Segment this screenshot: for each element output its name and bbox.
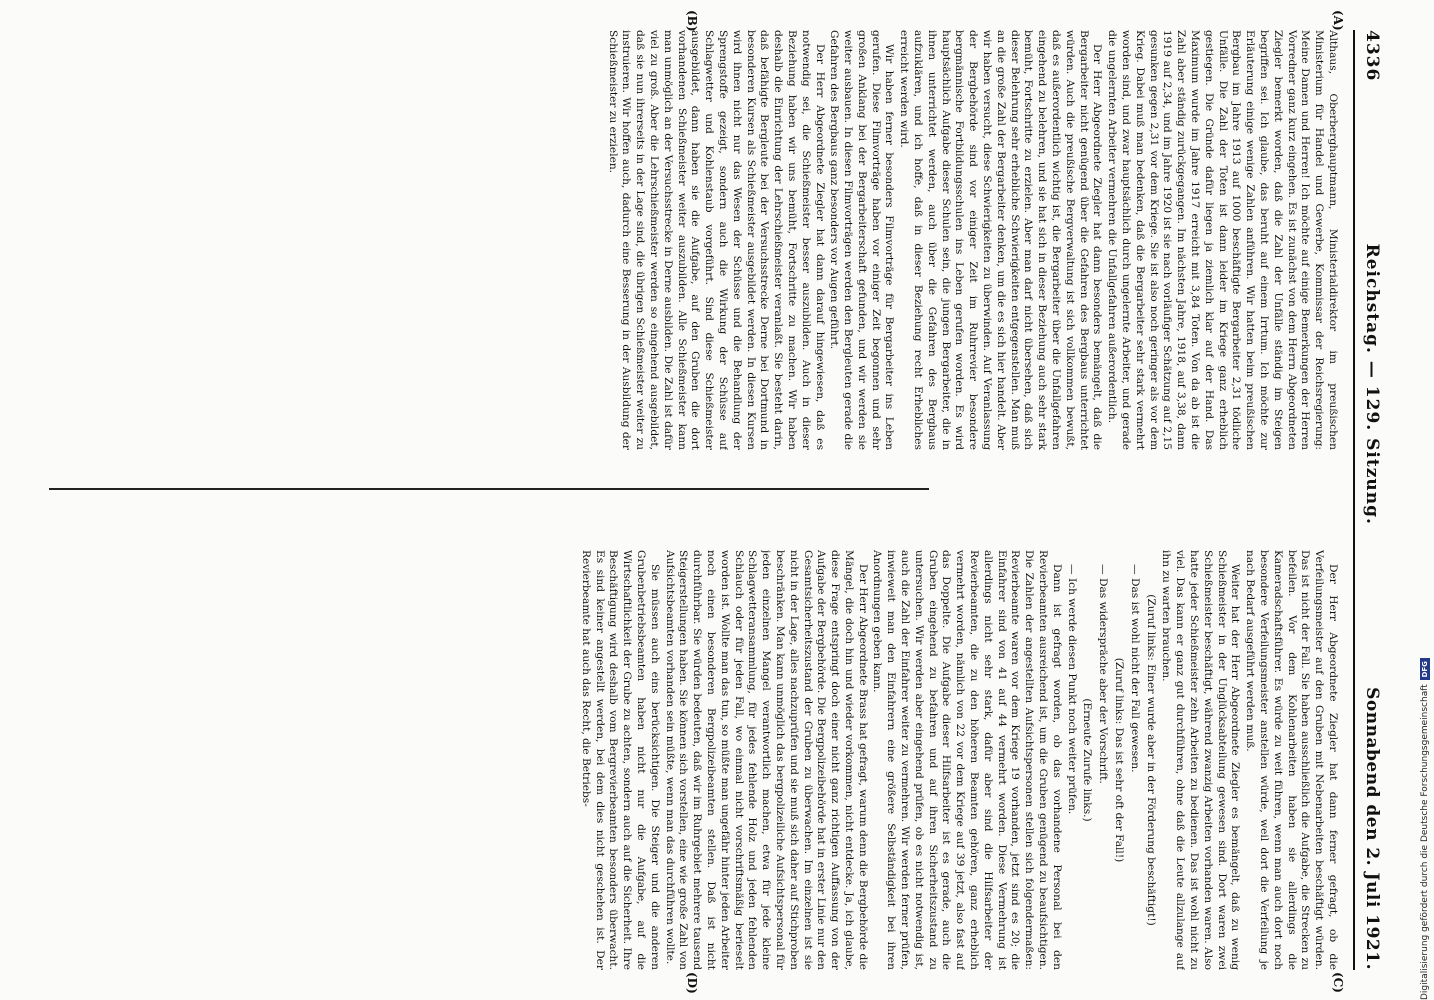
- left-column: [49, 30, 1339, 450]
- reply: — Das widerspräche aber der Vorschrift.: [1097, 564, 1110, 784]
- interjection: (Zuruf links: Das ist sehr oft der Fall!): [1113, 657, 1126, 863]
- session-title: Reichstag. — 129. Sitzung.: [1362, 243, 1382, 525]
- reply: — Ich werde diesen Punkt noch weiter prüfen.: [1065, 564, 1078, 815]
- margin-label-a: (A): [1331, 10, 1345, 31]
- interjection: (Zuruf links: Einer wurde aber in der Förderung beschäftigt!): [1144, 594, 1157, 926]
- margin-label-d: (D): [685, 972, 699, 994]
- column-divider: [49, 488, 929, 490]
- rotated-page-content: [29, 10, 1389, 994]
- session-date: Sonnabend den 2. Juli 1921.: [1362, 687, 1382, 970]
- paragraph: Der Herr Abgeordnete Ziegler hat dann ferner gefragt, ob die Verfeilungsmeister auf den Gruben mit Nebenarbeiten beschäftigt würden. Das ist nicht der Fall. Sie haben ausschließlich die Aufgabe, die Strecken zu befeilen. Vor dem Kohlenarbeiten haben sie allerdings die Kameradschaftsführer. Es würde zu weit führen, wenn man auch dort noch besondere Verfeilungsmeister anstellen würde, weil dort die Verfeilung je nach Bedarf ausgeführt werden muß.: [1244, 550, 1339, 970]
- reply: — Das ist wohl nicht der Fall gewesen.: [1128, 564, 1141, 773]
- footer-text: Digitalisierung gefördert durch die Deutsche Forschungsgemeinschaft: [1420, 684, 1430, 1000]
- page-number: 4336: [1362, 30, 1382, 82]
- page-header: [1353, 30, 1389, 970]
- paragraph: Dann ist gefragt worden, ob das vorhandene Personal bei den Revierbeamten ausreichend ist, um die Gruben genügend zu beaufsichtigen. Die Zahlen der angestellten Aufsichtspersonen stellen sich folgendermaßen: Revierbeamte waren vor dem Kriege 19 vorhanden, jetzt sind es 20; die Einfahrer sind von 41 auf 44 vermehrt worden. Diese Vermehrung ist allerdings nicht sehr stark, dafür aber sind die Hilfsarbeiter der Revierbeamten, die zu den höheren Beamten gehören, ganz erheblich vermehrt worden, nämlich von 22 vor dem Kriege auf 39 jetzt, also fast auf das Doppelte. Die Aufgabe dieser Hilfsarbeiter ist es gerade, auch die Gruben eingehend zu befahren und auf ihren Sicherheitszustand zu untersuchen. Wir werden aber eingehend prüfen, ob es nicht notwendig ist, auch die Zahl der Einfahrer weiter zu vermehren. Wir werden ferner prüfen, inwieweit man den Einfahrern eine größere Selbständigkeit bei ihren Anordnungen geben kann.: [871, 550, 1063, 970]
- margin-label-b: (B): [685, 10, 699, 32]
- paragraph: Althaus, Oberberghauptmann, Ministerialdirektor im preußischen Ministerium für Handel und Gewerbe, Kommissar der Reichsregierung: Meine Damen und Herren! Ich möchte auf einige Bemerkungen der Herren Vorredner ganz kurz eingehen. Es ist zunächst von dem Herrn Abgeordneten Ziegler bemerkt worden, daß die Zahl der Unfälle ständig im Steigen begriffen sei. Ich glaube, das beruht auf einem Irrtum. Ich möchte zur Erläuterung einige wenige Zahlen anführen. Wir hatten beim preußischen Bergbau im Jahre 1913 auf 1000 beschäftigte Bergarbeiter 2,31 tödliche Unfälle. Die Zahl der Toten ist dann leider im Kriege ganz erheblich gestiegen. Die Gründe dafür liegen ja ziemlich klar auf der Hand. Das Maximum wurde im Jahre 1917 erreicht mit 3,84 Toten. Von da ab ist die Zahl aber ständig zurückgegangen. Im nächsten Jahre, 1918, auf 3,38, dann 1919 auf 2,34, und im Jahre 1920 ist sie nach vorläufiger Schätzung auf 2,15 gesunken gegen 2,31 vor dem Kriege. Sie ist also noch geringer als vor dem Krieg. Dabei muß man bedenken, daß die Bergarbeiter sehr stark vermehrt worden sind, und zwar hauptsächlich durch ungelernte Arbeiter, und gerade die ungelernten Arbeiter vermehren die Unfallgefahren außerordentlich.: [1106, 30, 1339, 450]
- paragraph: Der Herr Abgeordnete Ziegler hat dann darauf hingewiesen, daß es notwendig sei, die Schießmeister besser auszubilden. Auch in dieser Beziehung haben wir uns bemüht, Fortschritte zu machen. Wir haben deshalb die Einrichtung der Lehrschießmeister veranlaßt. Sie besteht darin, daß befähigte Bergleute bei der Versuchsstrecke Derne bei Dortmund in besonderen Kursen als Schießmeister ausgebildet werden. In diesen Kursen wird ihnen nicht nur das Wesen der Schüsse und die Behandlung der Sprengstoffe gezeigt, sondern auch die Wirkung der Schüsse auf Schlagwetter und Kohlenstaub vorgeführt. Sind diese Schießmeister ausgebildet, dann haben sie die Aufgabe, auf den Gruben die dort vorhandenen Schießmeister weiter auszubilden. Alle Schießmeister kann man unmöglich an der Versuchsstrecke in Derne ausbilden. Die Zahl ist dafür viel zu groß. Aber die Lehrschießmeister werden so eingehend ausgebildet, daß sie nun ihrerseits in der Lage sind, die übrigen Schießmeister weiter zu instruieren. Wir hoffen auch, dadurch eine Besserung in der Ausbildung der Schießmeister zu erzielen.: [606, 30, 826, 450]
- dfg-logo: DFG: [1420, 658, 1430, 680]
- paragraph: Der Herr Abgeordnete Brass hat gefragt, warum denn die Bergbehörde die Mängel, die doch hin und wieder vorkommen, nicht entdecke. Ja, ich glaube, diese Frage entspringt doch einer nicht ganz richtigen Auffassung von der Aufgabe der Bergbehörde. Die Bergpolizeibehörde hat in erster Linie nur den Gesamtsicherheitszustand der Gruben zu überwachen. Im einzelnen ist sie nicht in der Lage, alles nachzuprüfen und sie muß sich daher auf Stichproben beschränken. Man kann unmöglich das bergpolizeiliche Aufsichtspersonal für jeden einzelnen Mangel verantwortlich machen, etwa für jede kleine Schlagwetteransammlung, für jedes fehlende Holz und jeden fehlenden Schlauch oder für jeden Fall, wo einmal nicht vorschriftsmäßig berieselt worden ist. Wollte man das tun, so müßte man ungefähr hinter jeden Arbeiter noch einen besonderen Bergpolizeibeamten stellen. Daß ist nicht durchführbar. Sie würden bedeuten, daß wir im Ruhrgebiet mehrere tausend Steigerstellungen haben. Sie können sich vorstellen, eine wie große Zahl von Aufsichtsbeamten vorhanden sein müßte, wenn man das durchführen wollte.: [663, 550, 869, 970]
- paragraph: Wir haben ferner besonders Filmvorträge für Bergarbeiter ins Leben gerufen. Diese Filmvorträge haben vor einiger Zeit begonnen und sehr großen Anklang bei der Bergarbeiterschaft gefunden, und wir werden sie weiter ausbauen. In diesen Filmvorträgen werden den Bergleuten gerade die Gefahren des Bergbaus ganz besonders vor Augen geführt.: [828, 30, 896, 450]
- digitization-footer: [1420, 658, 1430, 1000]
- interjection: (Erneute Zurufe links.): [1081, 698, 1094, 822]
- paragraph: Sie müssen auch eins berücksichtigen. Die Steiger und die anderen Grubenbetriebsbeamten haben nicht nur die Aufgabe, auf die Wirtschaftlichkeit der Grube zu achten, sondern auch auf die Sicherheit. Ihre Beschäftigung wird deshalb vom Bergrevierbeamten besonders überwacht. Es sind keiner angestellt werden, bei dem dies nicht geschehen ist. Der Revierbeamte hat auch das Recht, die Betriebs-: [579, 550, 661, 970]
- paragraph: Weiter hat der Herr Abgeordnete Ziegler es bemängelt, daß zu wenig Schießmeister in der Unglücksabteilung gewesen sind. Dort waren zwei Schießmeister beschäftigt, während zwanzig Arbeiten vorhanden waren. Also hatte jeder Schießmeister zehn Arbeiten zu bedienen. Das ist wohl nicht zu viel. Das kann er ganz gut durchführen, ohne daß die Leute allzulange auf ihn zu warten brauchen.: [1160, 550, 1242, 970]
- paragraph: Der Herr Abgeordnete Ziegler hat dann besonders bemängelt, daß die Bergarbeiter nicht genügend über die Gefahren des Bergbaus unterrichtet würden. Auch die preußische Bergverwaltung ist sich vollkommen bewußt, daß es außerordentlich wichtig ist, die Bergarbeiter über die Unfallgefahren eingehend zu belehren, und sie hat sich in dieser Beziehung auch sehr stark bemüht, Fortschritte zu erzielen. Aber man darf nicht übersehen, daß sich dieser Belehrung sehr erhebliche Schwierigkeiten entgegenstellen. Man muß an die große Zahl der Bergarbeiter denken, um die es sich hier handelt. Aber wir haben versucht, diese Schwierigkeiten zu überwinden. Auf Veranlassung der Bergbehörde sind vor einiger Zeit im Ruhrrevier besondere bergmännische Fortbildungsschulen ins Leben gerufen worden. Es wird hauptsächlich Aufgabe dieser Schulen sein, die jungen Bergarbeiter, die in ihnen unterrichtet werden, auch über die Gefahren des Bergbaus aufzuklären, und ich hoffe, daß in dieser Beziehung recht Erhebliches erreicht werden wird.: [898, 30, 1104, 450]
- right-column: [49, 550, 1339, 970]
- margin-label-c: (C): [1331, 972, 1345, 993]
